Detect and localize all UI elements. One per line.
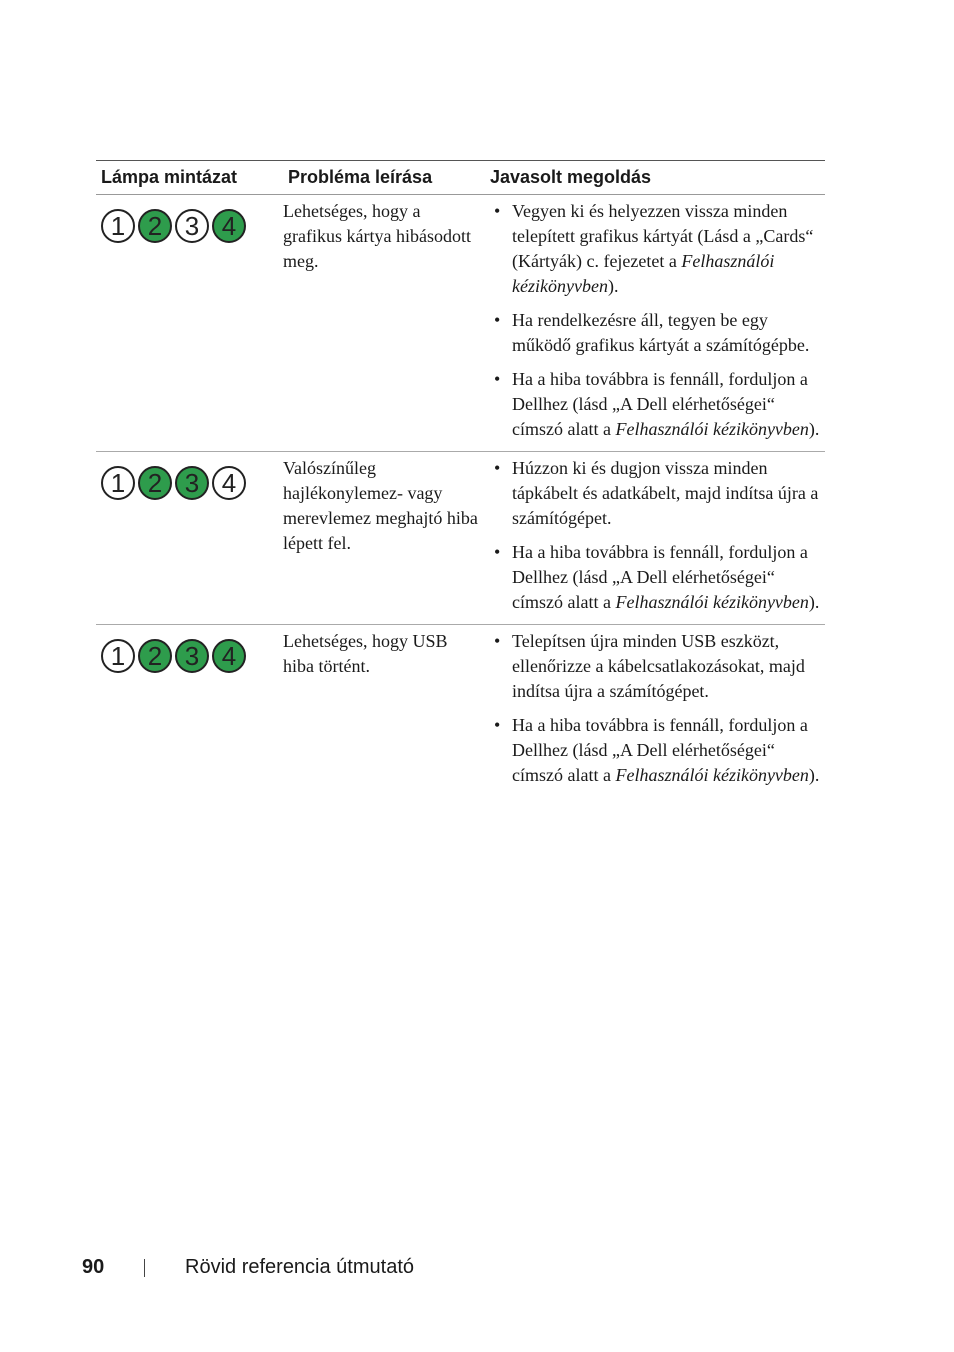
table-header xyxy=(96,160,825,195)
solution-list xyxy=(488,456,825,615)
diagnostic-light-4-on-icon: 4 xyxy=(212,209,246,243)
solution-text: Ha rendelkezésre áll, tegyen be egy működő grafikus kártyát a számítógépbe. xyxy=(512,310,810,355)
problem-description: Lehetséges, hogy a grafikus kártya hibásodott meg. xyxy=(283,201,471,271)
problem-description: Lehetséges, hogy USB hiba történt. xyxy=(283,631,448,676)
light-pattern-cell xyxy=(96,452,278,624)
footer-title: Rövid referencia útmutató xyxy=(185,1256,415,1278)
solution-text: Ha a hiba továbbra is fennáll, forduljon a Dellhez (lásd „A Dell elérhetőségei“ címszó alatt a xyxy=(512,715,808,785)
solution-tail: ). xyxy=(808,592,820,612)
page-number: 90 xyxy=(82,1256,105,1278)
diagnostic-light-3-on-icon: 3 xyxy=(175,466,209,500)
footer-separator xyxy=(144,1259,145,1277)
problem-description: Valószínűleg hajlékonylemez- vagy merevlemez meghajtó hiba lépett fel. xyxy=(283,458,478,553)
light-pattern-cell xyxy=(96,625,278,797)
manual-reference: Felhasználói kézikönyvben xyxy=(615,592,809,612)
diagnostic-light-1-off-icon: 1 xyxy=(101,466,135,500)
solution-item xyxy=(488,308,825,358)
solution-item xyxy=(488,629,825,704)
diagnostic-light-2-on-icon: 2 xyxy=(138,639,172,673)
diagnostic-light-3-on-icon: 3 xyxy=(175,639,209,673)
suggested-solution-cell xyxy=(488,195,825,451)
diagnostic-light-1-off-icon: 1 xyxy=(101,209,135,243)
manual-reference: Felhasználói kézikönyvben xyxy=(512,251,775,296)
solution-text: Ha a hiba továbbra is fennáll, forduljon a Dellhez (lásd „A Dell elérhetőségei“ címszó alatt a xyxy=(512,369,808,439)
solution-list xyxy=(488,629,825,788)
solution-text: Ha a hiba továbbra is fennáll, forduljon a Dellhez (lásd „A Dell elérhetőségei“ címszó alatt a xyxy=(512,542,808,612)
solution-text: Húzzon ki és dugjon vissza minden tápkábelt és adatkábelt, majd indítsa újra a számítógépet. xyxy=(512,458,819,528)
table-row xyxy=(96,625,825,797)
led-group xyxy=(96,625,278,673)
diagnostic-light-3-off-icon: 3 xyxy=(175,209,209,243)
diagnostic-light-4-on-icon: 4 xyxy=(212,639,246,673)
diagnostic-lights-table xyxy=(96,160,825,797)
table-row xyxy=(96,195,825,452)
header-light-pattern: Lámpa mintázat xyxy=(101,167,238,187)
solution-tail: ). xyxy=(607,276,619,296)
table-body xyxy=(96,195,825,797)
header-suggested-solution: Javasolt megoldás xyxy=(490,167,652,187)
diagnostic-light-2-on-icon: 2 xyxy=(138,209,172,243)
led-group xyxy=(96,452,278,500)
table-row xyxy=(96,452,825,625)
diagnostic-light-4-off-icon: 4 xyxy=(212,466,246,500)
solution-tail: ). xyxy=(808,419,820,439)
solution-text: Vegyen ki és helyezzen vissza minden telepített grafikus kártyát (Lásd a „Cards“ (Kártyák) c. fejezetet a xyxy=(512,201,814,271)
light-pattern-cell xyxy=(96,195,278,451)
solution-item xyxy=(488,540,825,615)
suggested-solution-cell xyxy=(488,625,825,797)
diagnostic-light-1-off-icon: 1 xyxy=(101,639,135,673)
led-group xyxy=(96,195,278,243)
solution-item xyxy=(488,713,825,788)
page-footer xyxy=(82,1256,414,1279)
header-problem-description: Probléma leírása xyxy=(288,167,433,187)
manual-reference: Felhasználói kézikönyvben xyxy=(615,765,809,785)
diagnostic-light-2-on-icon: 2 xyxy=(138,466,172,500)
solution-text: Telepítsen újra minden USB eszközt, ellenőrizze a kábelcsatlakozásokat, majd indítsa újra a számítógépet. xyxy=(512,631,805,701)
solution-item xyxy=(488,367,825,442)
solution-item xyxy=(488,199,825,299)
solution-list xyxy=(488,199,825,442)
solution-tail: ). xyxy=(808,765,820,785)
manual-reference: Felhasználói kézikönyvben xyxy=(615,419,809,439)
suggested-solution-cell xyxy=(488,452,825,624)
solution-item xyxy=(488,456,825,531)
